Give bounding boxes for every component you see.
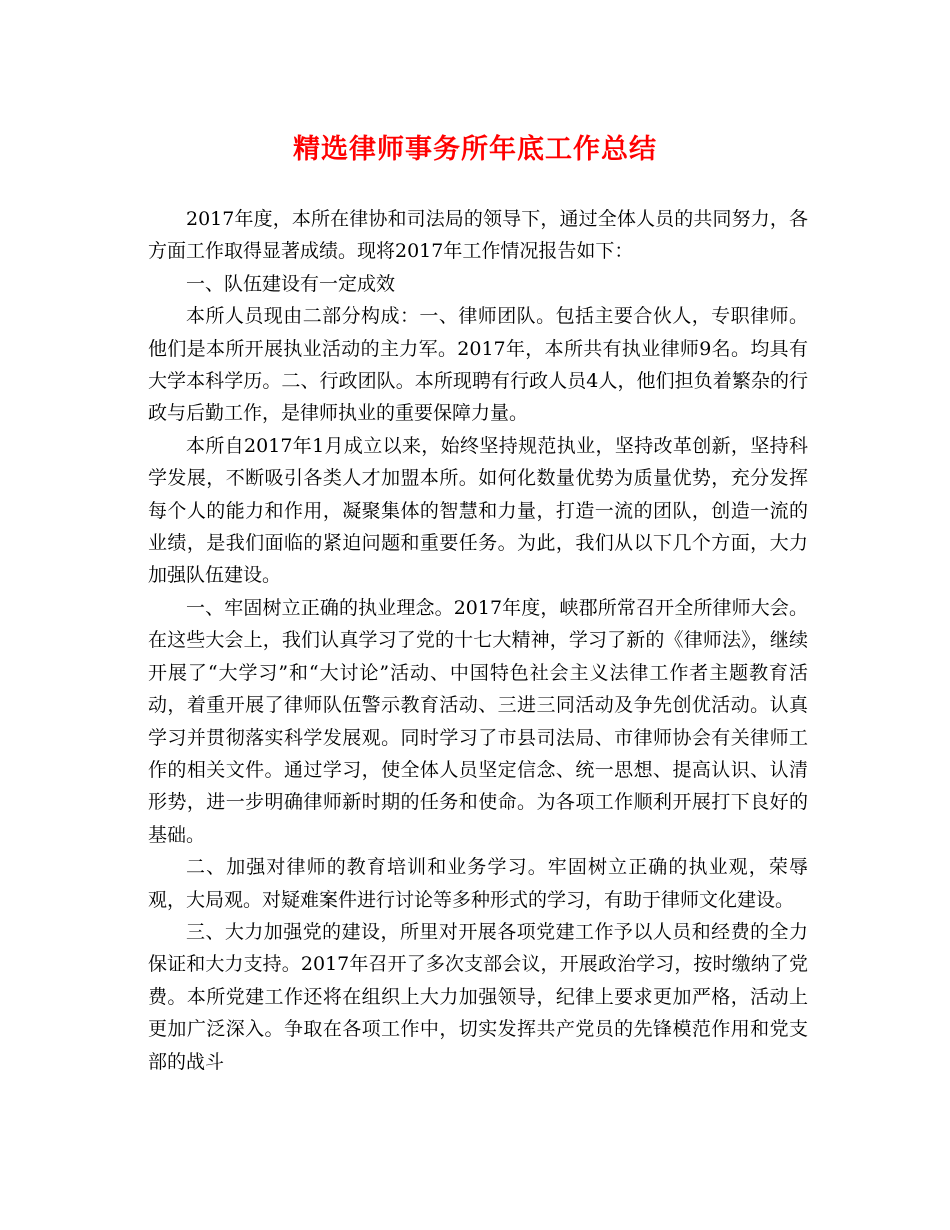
- paragraph-training: 二、加强对律师的教育培训和业务学习。牢固树立正确的执业观，荣辱观，大局观。对疑难案件进行讨论等多种形式的学习，有助于律师文化建设。: [148, 856, 808, 911]
- paragraph-intro: 2017年度，本所在律协和司法局的领导下，通过全体人员的共同努力，各方面工作取得显著成绩。现将2017年工作情况报告如下：: [148, 208, 808, 263]
- section-heading-team-building: 一、队伍建设有一定成效: [186, 272, 396, 295]
- paragraph-practice-philosophy: 一、牢固树立正确的执业理念。2017年度，峡郡所常召开全所律师大会。在这些大会上，我们认真学习了党的十七大精神，学习了新的《律师法》，继续开展了“大学习”和“大讨论”活动、中国特色社会主义法律工作者主题教育活动，着重开展了律师队伍警示教育活动、三进三同活动及争先创优活动。认真学习并贯彻落实科学发展观。同时学习了市县司法局、市律师协会有关律师工作的相关文件。通过学习，使全体人员坚定信念、统一思想、提高认识、认清形势，进一步明确律师新时期的任务和使命。为各项工作顺利开展打下良好的基础。: [148, 596, 808, 846]
- document-title: 精选律师事务所年底工作总结: [293, 134, 657, 165]
- document-body: [148, 203, 808, 1078]
- paragraph-staff-composition: 本所人员现由二部分构成：一、律师团队。包括主要合伙人，专职律师。他们是本所开展执业活动的主力军。2017年，本所共有执业律师9名。均具有大学本科学历。二、行政团队。本所现聘有行政人员4人，他们担负着繁杂的行政与后勤工作，是律师执业的重要保障力量。: [148, 305, 808, 425]
- paragraph-party-building: 三、大力加强党的建设，所里对开展各项党建工作予以人员和经费的全力保证和大力支持。2017年召开了多次支部会议，开展政治学习，按时缴纳了党费。本所党建工作还将在组织上大力加强领导，纪律上要求更加严格，活动上更加广泛深入。争取在各项工作中，切实发挥共产党员的先锋模范作用和党支部的战斗: [148, 920, 808, 1073]
- paragraph-firm-development: 本所自2017年1月成立以来，始终坚持规范执业，坚持改革创新，坚持科学发展，不断吸引各类人才加盟本所。如何化数量优势为质量优势，充分发挥每个人的能力和作用，凝聚集体的智慧和力量，打造一流的团队，创造一流的业绩，是我们面临的紧迫问题和重要任务。为此，我们从以下几个方面，大力加强队伍建设。: [148, 434, 808, 587]
